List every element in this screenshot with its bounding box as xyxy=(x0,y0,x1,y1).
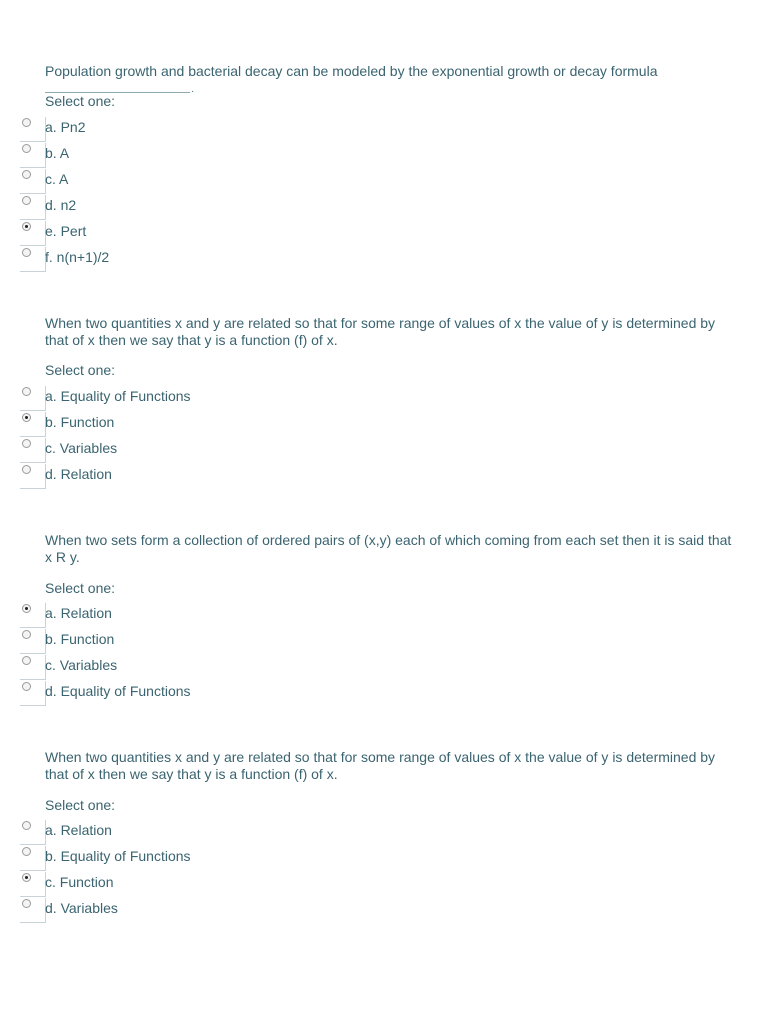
option-item[interactable] xyxy=(20,464,200,490)
option-item[interactable] xyxy=(20,386,200,412)
option-label[interactable]: a. Equality of Functions xyxy=(45,388,191,404)
option-item[interactable] xyxy=(20,221,200,247)
option-label[interactable]: d. Equality of Functions xyxy=(45,683,191,699)
option-item[interactable] xyxy=(20,898,200,924)
radio-button[interactable] xyxy=(22,682,31,691)
radio-button[interactable] xyxy=(22,170,31,179)
radio-button[interactable] xyxy=(22,656,31,665)
option-label[interactable]: b. Function xyxy=(45,414,115,430)
radio-button[interactable] xyxy=(22,821,31,830)
option-label[interactable]: c. Function xyxy=(45,874,114,890)
radio-button[interactable] xyxy=(22,465,31,474)
option-item[interactable] xyxy=(20,195,200,221)
option-item[interactable] xyxy=(20,117,200,143)
option-item[interactable] xyxy=(20,603,200,629)
option-item[interactable] xyxy=(20,169,200,195)
question-prompt: Population growth and bacterial decay can be modeled by the exponential growth or decay formula xyxy=(45,63,658,79)
radio-button[interactable] xyxy=(22,248,31,257)
option-label[interactable]: d. Variables xyxy=(45,900,118,916)
radio-button-selected[interactable] xyxy=(22,413,31,422)
option-label[interactable]: b. Equality of Functions xyxy=(45,848,191,864)
radio-button[interactable] xyxy=(22,144,31,153)
option-label[interactable]: a. Relation xyxy=(45,822,112,838)
option-label[interactable]: d. Relation xyxy=(45,466,112,482)
radio-button[interactable] xyxy=(22,196,31,205)
radio-button[interactable] xyxy=(22,630,31,639)
option-item[interactable] xyxy=(20,655,200,681)
option-item[interactable] xyxy=(20,412,200,438)
option-item[interactable] xyxy=(20,629,200,655)
option-item[interactable] xyxy=(20,820,200,846)
option-item[interactable] xyxy=(20,681,200,707)
question-text xyxy=(45,46,735,110)
option-label[interactable]: c. A xyxy=(45,171,69,187)
option-label[interactable]: a. Pn2 xyxy=(45,119,86,135)
option-item[interactable] xyxy=(20,247,200,273)
select-one-label: Select one: xyxy=(45,362,116,378)
option-label[interactable]: d. n2 xyxy=(45,197,77,213)
select-one-label: Select one: xyxy=(45,797,116,813)
option-label[interactable]: e. Pert xyxy=(45,223,87,239)
answer-blank: . xyxy=(45,80,190,93)
option-label[interactable]: b. A xyxy=(45,145,70,161)
question-text: When two quantities x and y are related so that for some range of values of x the value of y is determined by that of x then we say that y is a function (f) of x. xyxy=(45,749,716,782)
option-label[interactable]: c. Variables xyxy=(45,440,118,456)
radio-button[interactable] xyxy=(22,387,31,396)
select-one-label: Select one: xyxy=(45,93,116,109)
option-item[interactable] xyxy=(20,846,200,872)
option-label[interactable]: b. Function xyxy=(45,631,115,647)
select-one-label: Select one: xyxy=(45,580,116,596)
option-label[interactable]: a. Relation xyxy=(45,605,112,621)
radio-button[interactable] xyxy=(22,118,31,127)
radio-button-selected[interactable] xyxy=(22,604,31,613)
option-item[interactable] xyxy=(20,872,200,898)
radio-button-selected[interactable] xyxy=(22,873,31,882)
option-item[interactable] xyxy=(20,438,200,464)
radio-button[interactable] xyxy=(22,439,31,448)
option-label[interactable]: c. Variables xyxy=(45,657,118,673)
question-text: When two quantities x and y are related so that for some range of values of x the value of y is determined by that of x then we say that y is a function (f) of x. xyxy=(45,315,716,348)
radio-button[interactable] xyxy=(22,847,31,856)
question-text: When two sets form a collection of ordered pairs of (x,y) each of which coming from each set then it is said that x R y. xyxy=(45,532,732,565)
option-label[interactable]: f. n(n+1)/2 xyxy=(45,249,110,265)
radio-button-selected[interactable] xyxy=(22,222,31,231)
option-item[interactable] xyxy=(20,143,200,169)
radio-button[interactable] xyxy=(22,899,31,908)
